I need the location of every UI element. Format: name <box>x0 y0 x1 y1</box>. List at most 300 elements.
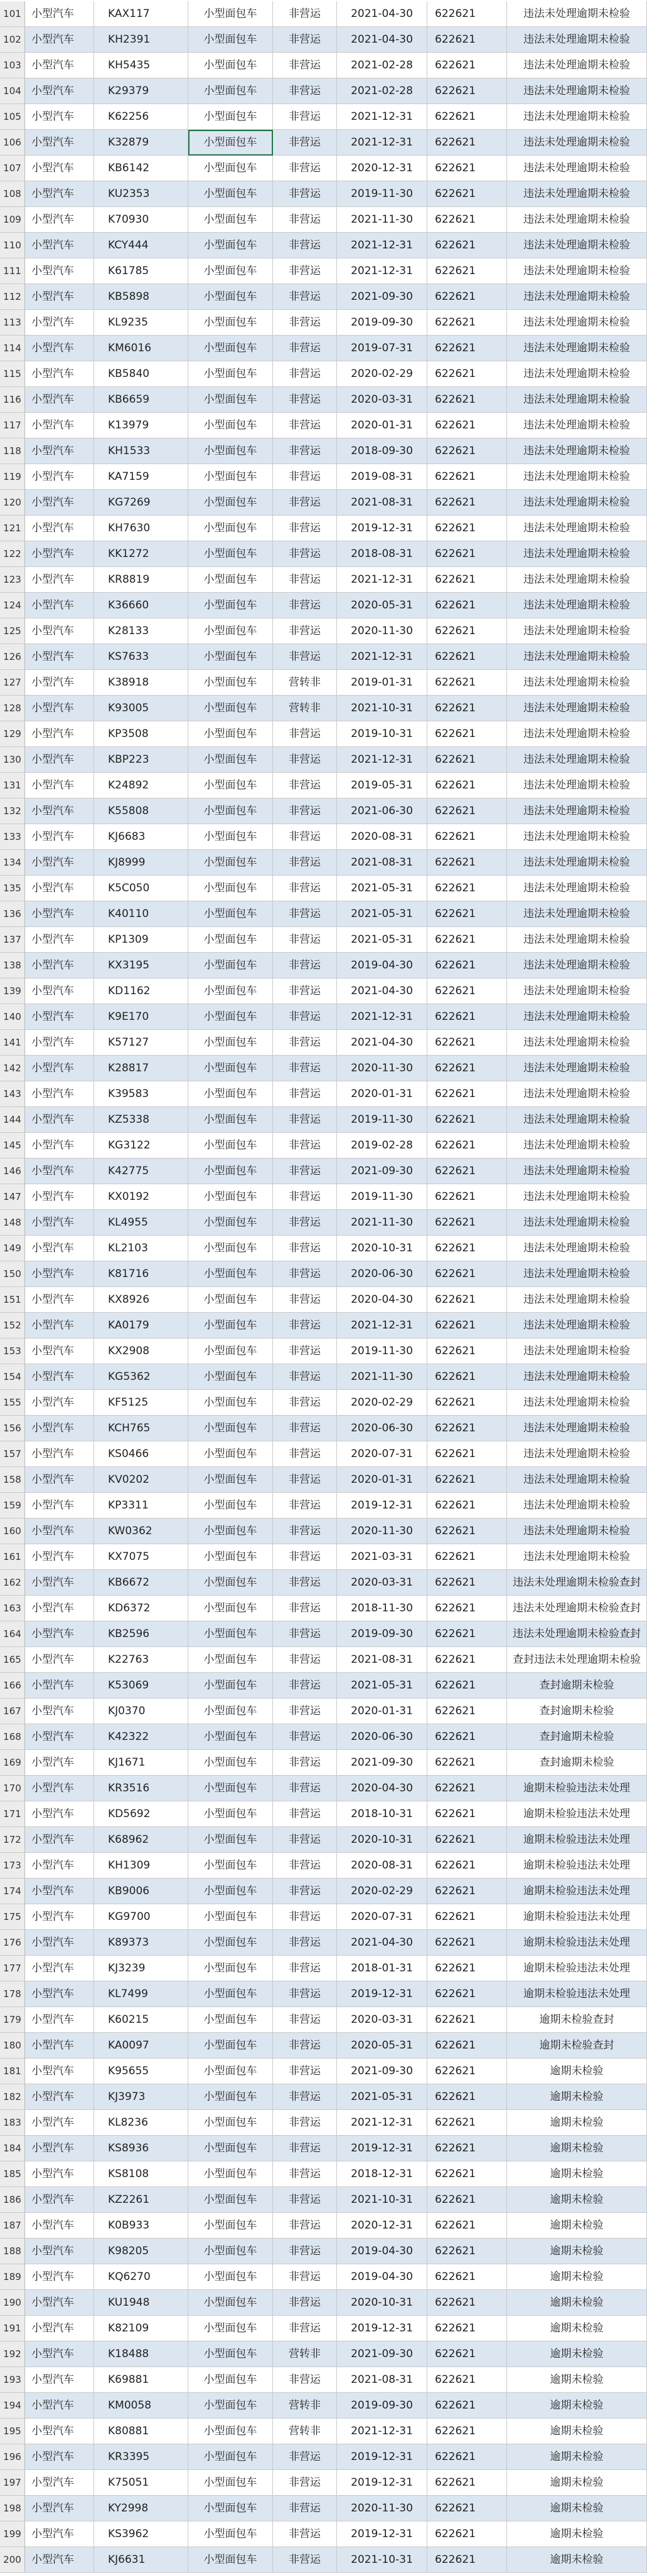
usage-nature-cell[interactable]: 非营运 <box>273 1416 337 1441</box>
usage-nature-cell[interactable]: 非营运 <box>273 1724 337 1750</box>
area-code-cell[interactable]: 622621 <box>427 798 507 824</box>
body-type-cell[interactable]: 小型面包车 <box>188 670 273 696</box>
area-code-cell[interactable]: 622621 <box>427 1210 507 1236</box>
status-cell[interactable]: 违法未处理逾期未检验 <box>507 387 647 413</box>
vehicle-type-cell[interactable]: 小型汽车 <box>25 1030 94 1056</box>
body-type-cell[interactable]: 小型面包车 <box>188 2547 273 2573</box>
table-row[interactable] <box>0 258 647 284</box>
inspection-date-cell[interactable]: 2019-05-31 <box>337 773 427 798</box>
status-cell[interactable]: 逾期未检验 <box>507 2367 647 2393</box>
vehicle-type-cell[interactable]: 小型汽车 <box>25 336 94 361</box>
table-row[interactable] <box>0 2547 647 2573</box>
usage-nature-cell[interactable]: 非营运 <box>273 1801 337 1827</box>
usage-nature-cell[interactable]: 非营运 <box>273 1107 337 1133</box>
status-cell[interactable]: 违法未处理逾期未检验 <box>507 1 647 27</box>
inspection-date-cell[interactable]: 2019-11-30 <box>337 181 427 207</box>
body-type-cell[interactable]: 小型面包车 <box>188 2110 273 2136</box>
usage-nature-cell[interactable]: 非营运 <box>273 2496 337 2521</box>
area-code-cell[interactable]: 622621 <box>427 593 507 618</box>
table-row[interactable] <box>0 464 647 490</box>
vehicle-type-cell[interactable]: 小型汽车 <box>25 978 94 1004</box>
area-code-cell[interactable]: 622621 <box>427 1621 507 1647</box>
inspection-date-cell[interactable]: 2020-06-30 <box>337 1416 427 1441</box>
status-cell[interactable]: 违法未处理逾期未检验 <box>507 1004 647 1030</box>
body-type-cell[interactable]: 小型面包车 <box>188 2393 273 2419</box>
usage-nature-cell[interactable]: 非营运 <box>273 541 337 567</box>
vehicle-type-cell[interactable]: 小型汽车 <box>25 1107 94 1133</box>
status-cell[interactable]: 违法未处理逾期未检验 <box>507 361 647 387</box>
plate-number-cell[interactable]: K62256 <box>94 104 188 130</box>
body-type-cell[interactable]: 小型面包车 <box>188 2290 273 2316</box>
body-type-cell[interactable]: 小型面包车 <box>188 27 273 53</box>
inspection-date-cell[interactable]: 2021-05-31 <box>337 2084 427 2110</box>
inspection-date-cell[interactable]: 2021-02-28 <box>337 53 427 78</box>
body-type-cell[interactable]: 小型面包车 <box>188 1184 273 1210</box>
inspection-date-cell[interactable]: 2020-12-31 <box>337 156 427 181</box>
body-type-cell[interactable]: 小型面包车 <box>188 516 273 541</box>
area-code-cell[interactable]: 622621 <box>427 2341 507 2367</box>
area-code-cell[interactable]: 622621 <box>427 2264 507 2290</box>
area-code-cell[interactable]: 622621 <box>427 2084 507 2110</box>
plate-number-cell[interactable]: K28133 <box>94 618 188 644</box>
inspection-date-cell[interactable]: 2021-09-30 <box>337 2341 427 2367</box>
usage-nature-cell[interactable]: 非营运 <box>273 1544 337 1570</box>
table-row[interactable] <box>0 53 647 78</box>
usage-nature-cell[interactable]: 非营运 <box>273 310 337 336</box>
usage-nature-cell[interactable]: 非营运 <box>273 850 337 876</box>
usage-nature-cell[interactable]: 非营运 <box>273 413 337 438</box>
status-cell[interactable]: 逾期未检验查封 <box>507 2007 647 2033</box>
plate-number-cell[interactable]: KD6372 <box>94 1596 188 1621</box>
table-row[interactable] <box>0 1107 647 1133</box>
plate-number-cell[interactable]: KK1272 <box>94 541 188 567</box>
table-row[interactable] <box>0 310 647 336</box>
plate-number-cell[interactable]: K53069 <box>94 1673 188 1699</box>
body-type-cell[interactable]: 小型面包车 <box>188 541 273 567</box>
inspection-date-cell[interactable]: 2021-09-30 <box>337 284 427 310</box>
table-row[interactable] <box>0 644 647 670</box>
inspection-date-cell[interactable]: 2021-04-30 <box>337 1 427 27</box>
plate-number-cell[interactable]: KB9006 <box>94 1879 188 1904</box>
inspection-date-cell[interactable]: 2021-08-31 <box>337 490 427 516</box>
inspection-date-cell[interactable]: 2020-08-31 <box>337 1853 427 1879</box>
body-type-cell[interactable]: 小型面包车 <box>188 490 273 516</box>
inspection-date-cell[interactable]: 2020-01-31 <box>337 413 427 438</box>
vehicle-type-cell[interactable]: 小型汽车 <box>25 2367 94 2393</box>
table-row[interactable] <box>0 1519 647 1544</box>
vehicle-type-cell[interactable]: 小型汽车 <box>25 2316 94 2341</box>
plate-number-cell[interactable]: KCH765 <box>94 1416 188 1441</box>
body-type-cell[interactable]: 小型面包车 <box>188 1930 273 1956</box>
inspection-date-cell[interactable]: 2021-11-30 <box>337 207 427 233</box>
area-code-cell[interactable]: 622621 <box>427 1056 507 1081</box>
plate-number-cell[interactable]: KAX117 <box>94 1 188 27</box>
plate-number-cell[interactable]: K32879 <box>94 130 188 156</box>
plate-number-cell[interactable]: KM0058 <box>94 2393 188 2419</box>
vehicle-type-cell[interactable]: 小型汽车 <box>25 78 94 104</box>
plate-number-cell[interactable]: KZ2261 <box>94 2187 188 2213</box>
body-type-cell[interactable]: 小型面包车 <box>188 696 273 721</box>
area-code-cell[interactable]: 622621 <box>427 1390 507 1416</box>
table-row[interactable] <box>0 1981 647 2007</box>
plate-number-cell[interactable]: KB6142 <box>94 156 188 181</box>
status-cell[interactable]: 违法未处理逾期未检验 <box>507 747 647 773</box>
inspection-date-cell[interactable]: 2020-04-30 <box>337 1776 427 1801</box>
vehicle-type-cell[interactable]: 小型汽车 <box>25 1313 94 1338</box>
table-row[interactable] <box>0 876 647 901</box>
vehicle-type-cell[interactable]: 小型汽车 <box>25 1133 94 1158</box>
body-type-cell[interactable]: 小型面包车 <box>188 953 273 978</box>
vehicle-type-cell[interactable]: 小型汽车 <box>25 1261 94 1287</box>
area-code-cell[interactable]: 622621 <box>427 1287 507 1313</box>
status-cell[interactable]: 逾期未检验 <box>507 2470 647 2496</box>
plate-number-cell[interactable]: KR8819 <box>94 567 188 593</box>
plate-number-cell[interactable]: KY2998 <box>94 2496 188 2521</box>
inspection-date-cell[interactable]: 2021-09-30 <box>337 2059 427 2084</box>
inspection-date-cell[interactable]: 2020-05-31 <box>337 593 427 618</box>
status-cell[interactable]: 违法未处理逾期未检验 <box>507 1544 647 1570</box>
vehicle-type-cell[interactable]: 小型汽车 <box>25 1081 94 1107</box>
vehicle-type-cell[interactable]: 小型汽车 <box>25 1596 94 1621</box>
inspection-date-cell[interactable]: 2019-11-30 <box>337 1338 427 1364</box>
inspection-date-cell[interactable]: 2020-01-31 <box>337 1467 427 1493</box>
area-code-cell[interactable]: 622621 <box>427 1673 507 1699</box>
area-code-cell[interactable]: 622621 <box>427 233 507 258</box>
body-type-cell[interactable]: 小型面包车 <box>188 1158 273 1184</box>
table-row[interactable] <box>0 156 647 181</box>
body-type-cell[interactable]: 小型面包车 <box>188 130 273 156</box>
body-type-cell[interactable]: 小型面包车 <box>188 1519 273 1544</box>
table-row[interactable] <box>0 387 647 413</box>
usage-nature-cell[interactable]: 非营运 <box>273 2007 337 2033</box>
vehicle-type-cell[interactable]: 小型汽车 <box>25 2110 94 2136</box>
usage-nature-cell[interactable]: 非营运 <box>273 387 337 413</box>
inspection-date-cell[interactable]: 2020-06-30 <box>337 1261 427 1287</box>
area-code-cell[interactable]: 622621 <box>427 850 507 876</box>
status-cell[interactable]: 违法未处理逾期未检验 <box>507 1467 647 1493</box>
status-cell[interactable]: 违法未处理逾期未检验 <box>507 927 647 953</box>
vehicle-type-cell[interactable]: 小型汽车 <box>25 1776 94 1801</box>
plate-number-cell[interactable]: KD5692 <box>94 1801 188 1827</box>
vehicle-type-cell[interactable]: 小型汽车 <box>25 516 94 541</box>
body-type-cell[interactable]: 小型面包车 <box>188 593 273 618</box>
plate-number-cell[interactable]: KR3395 <box>94 2444 188 2470</box>
usage-nature-cell[interactable]: 非营运 <box>273 2059 337 2084</box>
plate-number-cell[interactable]: KR3516 <box>94 1776 188 1801</box>
vehicle-type-cell[interactable]: 小型汽车 <box>25 258 94 284</box>
status-cell[interactable]: 违法未处理逾期未检验 <box>507 773 647 798</box>
plate-number-cell[interactable]: KS3962 <box>94 2521 188 2547</box>
inspection-date-cell[interactable]: 2020-03-31 <box>337 2007 427 2033</box>
status-cell[interactable]: 违法未处理逾期未检验 <box>507 1287 647 1313</box>
inspection-date-cell[interactable]: 2020-04-30 <box>337 1287 427 1313</box>
status-cell[interactable]: 违法未处理逾期未检验 <box>507 438 647 464</box>
body-type-cell[interactable]: 小型面包车 <box>188 53 273 78</box>
plate-number-cell[interactable]: KL2103 <box>94 1236 188 1261</box>
table-row[interactable] <box>0 1493 647 1519</box>
plate-number-cell[interactable]: KG3122 <box>94 1133 188 1158</box>
usage-nature-cell[interactable]: 非营运 <box>273 644 337 670</box>
inspection-date-cell[interactable]: 2021-10-31 <box>337 2547 427 2573</box>
vehicle-type-cell[interactable]: 小型汽车 <box>25 1621 94 1647</box>
inspection-date-cell[interactable]: 2021-04-30 <box>337 1930 427 1956</box>
area-code-cell[interactable]: 622621 <box>427 824 507 850</box>
plate-number-cell[interactable]: K5C050 <box>94 876 188 901</box>
usage-nature-cell[interactable]: 非营运 <box>273 1750 337 1776</box>
body-type-cell[interactable]: 小型面包车 <box>188 850 273 876</box>
status-cell[interactable]: 违法未处理逾期未检验 <box>507 413 647 438</box>
table-row[interactable] <box>0 953 647 978</box>
body-type-cell[interactable]: 小型面包车 <box>188 747 273 773</box>
usage-nature-cell[interactable]: 非营运 <box>273 1441 337 1467</box>
area-code-cell[interactable]: 622621 <box>427 516 507 541</box>
table-row[interactable] <box>0 1724 647 1750</box>
inspection-date-cell[interactable]: 2020-01-31 <box>337 1699 427 1724</box>
plate-number-cell[interactable]: KH1309 <box>94 1853 188 1879</box>
plate-number-cell[interactable]: KB6672 <box>94 1570 188 1596</box>
area-code-cell[interactable]: 622621 <box>427 2033 507 2059</box>
plate-number-cell[interactable]: KS0466 <box>94 1441 188 1467</box>
body-type-cell[interactable]: 小型面包车 <box>188 2187 273 2213</box>
body-type-cell[interactable]: 小型面包车 <box>188 1467 273 1493</box>
status-cell[interactable]: 违法未处理逾期未检验 <box>507 876 647 901</box>
usage-nature-cell[interactable]: 非营运 <box>273 2316 337 2341</box>
area-code-cell[interactable]: 622621 <box>427 1981 507 2007</box>
area-code-cell[interactable]: 622621 <box>427 2213 507 2239</box>
table-row[interactable] <box>0 1158 647 1184</box>
usage-nature-cell[interactable]: 非营运 <box>273 1313 337 1338</box>
inspection-date-cell[interactable]: 2019-11-30 <box>337 1107 427 1133</box>
body-type-cell[interactable]: 小型面包车 <box>188 567 273 593</box>
vehicle-type-cell[interactable]: 小型汽车 <box>25 2007 94 2033</box>
plate-number-cell[interactable]: K82109 <box>94 2316 188 2341</box>
inspection-date-cell[interactable]: 2021-12-31 <box>337 2419 427 2444</box>
vehicle-type-cell[interactable]: 小型汽车 <box>25 876 94 901</box>
body-type-cell[interactable]: 小型面包车 <box>188 1544 273 1570</box>
status-cell[interactable]: 违法未处理逾期未检验 <box>507 593 647 618</box>
inspection-date-cell[interactable]: 2021-12-31 <box>337 2110 427 2136</box>
vehicle-type-cell[interactable]: 小型汽车 <box>25 1467 94 1493</box>
area-code-cell[interactable]: 622621 <box>427 1107 507 1133</box>
usage-nature-cell[interactable]: 非营运 <box>273 27 337 53</box>
vehicle-type-cell[interactable]: 小型汽车 <box>25 1724 94 1750</box>
body-type-cell[interactable]: 小型面包车 <box>188 798 273 824</box>
status-cell[interactable]: 逾期未检验 <box>507 2419 647 2444</box>
area-code-cell[interactable]: 622621 <box>427 2187 507 2213</box>
status-cell[interactable]: 违法未处理逾期未检验 <box>507 901 647 927</box>
plate-number-cell[interactable]: K18488 <box>94 2341 188 2367</box>
usage-nature-cell[interactable]: 非营运 <box>273 258 337 284</box>
body-type-cell[interactable]: 小型面包车 <box>188 1827 273 1853</box>
table-row[interactable] <box>0 773 647 798</box>
area-code-cell[interactable]: 622621 <box>427 1030 507 1056</box>
area-code-cell[interactable]: 622621 <box>427 1261 507 1287</box>
status-cell[interactable]: 逾期未检验 <box>507 2161 647 2187</box>
table-row[interactable] <box>0 2290 647 2316</box>
inspection-date-cell[interactable]: 2021-06-30 <box>337 798 427 824</box>
usage-nature-cell[interactable]: 非营运 <box>273 1467 337 1493</box>
body-type-cell[interactable]: 小型面包车 <box>188 824 273 850</box>
usage-nature-cell[interactable]: 非营运 <box>273 1776 337 1801</box>
area-code-cell[interactable]: 622621 <box>427 1519 507 1544</box>
status-cell[interactable]: 违法未处理逾期未检验 <box>507 850 647 876</box>
vehicle-type-cell[interactable]: 小型汽车 <box>25 721 94 747</box>
table-row[interactable] <box>0 747 647 773</box>
body-type-cell[interactable]: 小型面包车 <box>188 2341 273 2367</box>
inspection-date-cell[interactable]: 2018-11-30 <box>337 1596 427 1621</box>
inspection-date-cell[interactable]: 2021-12-31 <box>337 130 427 156</box>
body-type-cell[interactable]: 小型面包车 <box>188 258 273 284</box>
vehicle-type-cell[interactable]: 小型汽车 <box>25 696 94 721</box>
plate-number-cell[interactable]: K0B933 <box>94 2213 188 2239</box>
table-row[interactable] <box>0 721 647 747</box>
usage-nature-cell[interactable]: 非营运 <box>273 798 337 824</box>
body-type-cell[interactable]: 小型面包车 <box>188 2161 273 2187</box>
usage-nature-cell[interactable]: 非营运 <box>273 618 337 644</box>
plate-number-cell[interactable]: K68962 <box>94 1827 188 1853</box>
vehicle-type-cell[interactable]: 小型汽车 <box>25 1210 94 1236</box>
plate-number-cell[interactable]: KS7633 <box>94 644 188 670</box>
area-code-cell[interactable]: 622621 <box>427 1570 507 1596</box>
plate-number-cell[interactable]: KJ1671 <box>94 1750 188 1776</box>
area-code-cell[interactable]: 622621 <box>427 1750 507 1776</box>
status-cell[interactable]: 违法未处理逾期未检验 <box>507 27 647 53</box>
vehicle-type-cell[interactable]: 小型汽车 <box>25 747 94 773</box>
usage-nature-cell[interactable]: 非营运 <box>273 1004 337 1030</box>
inspection-date-cell[interactable]: 2020-05-31 <box>337 2033 427 2059</box>
status-cell[interactable]: 违法未处理逾期未检验 <box>507 1441 647 1467</box>
inspection-date-cell[interactable]: 2018-01-31 <box>337 1956 427 1981</box>
usage-nature-cell[interactable]: 非营运 <box>273 1570 337 1596</box>
body-type-cell[interactable]: 小型面包车 <box>188 1879 273 1904</box>
status-cell[interactable]: 违法未处理逾期未检验 <box>507 1056 647 1081</box>
body-type-cell[interactable]: 小型面包车 <box>188 1776 273 1801</box>
area-code-cell[interactable]: 622621 <box>427 1827 507 1853</box>
table-row[interactable] <box>0 1081 647 1107</box>
inspection-date-cell[interactable]: 2019-04-30 <box>337 953 427 978</box>
body-type-cell[interactable]: 小型面包车 <box>188 2264 273 2290</box>
table-row[interactable] <box>0 1827 647 1853</box>
plate-number-cell[interactable]: KL8236 <box>94 2110 188 2136</box>
status-cell[interactable]: 违法未处理逾期未检验 <box>507 516 647 541</box>
vehicle-type-cell[interactable]: 小型汽车 <box>25 1544 94 1570</box>
usage-nature-cell[interactable]: 非营运 <box>273 464 337 490</box>
vehicle-type-cell[interactable]: 小型汽车 <box>25 1956 94 1981</box>
status-cell[interactable]: 违法未处理逾期未检验 <box>507 1416 647 1441</box>
status-cell[interactable]: 违法未处理逾期未检验 <box>507 567 647 593</box>
area-code-cell[interactable]: 622621 <box>427 413 507 438</box>
body-type-cell[interactable]: 小型面包车 <box>188 413 273 438</box>
inspection-date-cell[interactable]: 2019-12-31 <box>337 1981 427 2007</box>
area-code-cell[interactable]: 622621 <box>427 1236 507 1261</box>
table-row[interactable] <box>0 593 647 618</box>
plate-number-cell[interactable]: KB2596 <box>94 1621 188 1647</box>
table-row[interactable] <box>0 490 647 516</box>
table-row[interactable] <box>0 104 647 130</box>
area-code-cell[interactable]: 622621 <box>427 2444 507 2470</box>
table-row[interactable] <box>0 233 647 258</box>
plate-number-cell[interactable]: K40110 <box>94 901 188 927</box>
usage-nature-cell[interactable]: 非营运 <box>273 156 337 181</box>
inspection-date-cell[interactable]: 2021-12-31 <box>337 258 427 284</box>
inspection-date-cell[interactable]: 2021-05-31 <box>337 927 427 953</box>
inspection-date-cell[interactable]: 2019-09-30 <box>337 310 427 336</box>
status-cell[interactable]: 逾期未检验 <box>507 2084 647 2110</box>
table-row[interactable] <box>0 824 647 850</box>
plate-number-cell[interactable]: KZ5338 <box>94 1107 188 1133</box>
vehicle-type-cell[interactable]: 小型汽车 <box>25 2264 94 2290</box>
body-type-cell[interactable]: 小型面包车 <box>188 207 273 233</box>
usage-nature-cell[interactable]: 非营运 <box>273 78 337 104</box>
usage-nature-cell[interactable]: 非营运 <box>273 1261 337 1287</box>
status-cell[interactable]: 违法未处理逾期未检验 <box>507 1107 647 1133</box>
status-cell[interactable]: 违法未处理逾期未检验 <box>507 1390 647 1416</box>
usage-nature-cell[interactable]: 非营运 <box>273 1210 337 1236</box>
status-cell[interactable]: 违法未处理逾期未检验 <box>507 130 647 156</box>
status-cell[interactable]: 违法未处理逾期未检验 <box>507 1030 647 1056</box>
vehicle-type-cell[interactable]: 小型汽车 <box>25 2341 94 2367</box>
area-code-cell[interactable]: 622621 <box>427 1493 507 1519</box>
body-type-cell[interactable]: 小型面包车 <box>188 1390 273 1416</box>
area-code-cell[interactable]: 622621 <box>427 78 507 104</box>
vehicle-type-cell[interactable]: 小型汽车 <box>25 901 94 927</box>
plate-number-cell[interactable]: K38918 <box>94 670 188 696</box>
plate-number-cell[interactable]: K95655 <box>94 2059 188 2084</box>
plate-number-cell[interactable]: K22763 <box>94 1647 188 1673</box>
area-code-cell[interactable]: 622621 <box>427 1158 507 1184</box>
table-row[interactable] <box>0 696 647 721</box>
area-code-cell[interactable]: 622621 <box>427 2419 507 2444</box>
vehicle-type-cell[interactable]: 小型汽车 <box>25 464 94 490</box>
area-code-cell[interactable]: 622621 <box>427 2393 507 2419</box>
body-type-cell[interactable]: 小型面包车 <box>188 1801 273 1827</box>
area-code-cell[interactable]: 622621 <box>427 2316 507 2341</box>
usage-nature-cell[interactable]: 非营运 <box>273 901 337 927</box>
usage-nature-cell[interactable]: 非营运 <box>273 284 337 310</box>
status-cell[interactable]: 违法未处理逾期未检验 <box>507 490 647 516</box>
usage-nature-cell[interactable]: 非营运 <box>273 2136 337 2161</box>
area-code-cell[interactable]: 622621 <box>427 541 507 567</box>
body-type-cell[interactable]: 小型面包车 <box>188 1210 273 1236</box>
body-type-cell[interactable]: 小型面包车 <box>188 181 273 207</box>
status-cell[interactable]: 逾期未检验违法未处理 <box>507 1801 647 1827</box>
area-code-cell[interactable]: 622621 <box>427 1133 507 1158</box>
area-code-cell[interactable]: 622621 <box>427 387 507 413</box>
table-row[interactable] <box>0 1004 647 1030</box>
vehicle-type-cell[interactable]: 小型汽车 <box>25 1879 94 1904</box>
usage-nature-cell[interactable]: 非营运 <box>273 953 337 978</box>
table-row[interactable] <box>0 1030 647 1056</box>
vehicle-type-cell[interactable]: 小型汽车 <box>25 104 94 130</box>
table-row[interactable] <box>0 1467 647 1493</box>
table-row[interactable] <box>0 1596 647 1621</box>
vehicle-type-cell[interactable]: 小型汽车 <box>25 773 94 798</box>
vehicle-type-cell[interactable]: 小型汽车 <box>25 2419 94 2444</box>
plate-number-cell[interactable]: K69881 <box>94 2367 188 2393</box>
usage-nature-cell[interactable]: 非营运 <box>273 1956 337 1981</box>
table-row[interactable] <box>0 181 647 207</box>
status-cell[interactable]: 违法未处理逾期未检验 <box>507 824 647 850</box>
vehicle-type-cell[interactable]: 小型汽车 <box>25 1801 94 1827</box>
table-row[interactable] <box>0 2316 647 2341</box>
plate-number-cell[interactable]: KX8926 <box>94 1287 188 1313</box>
plate-number-cell[interactable]: KL9235 <box>94 310 188 336</box>
inspection-date-cell[interactable]: 2021-09-30 <box>337 1158 427 1184</box>
area-code-cell[interactable]: 622621 <box>427 1 507 27</box>
usage-nature-cell[interactable]: 非营运 <box>273 104 337 130</box>
table-row[interactable] <box>0 2136 647 2161</box>
table-row[interactable] <box>0 978 647 1004</box>
